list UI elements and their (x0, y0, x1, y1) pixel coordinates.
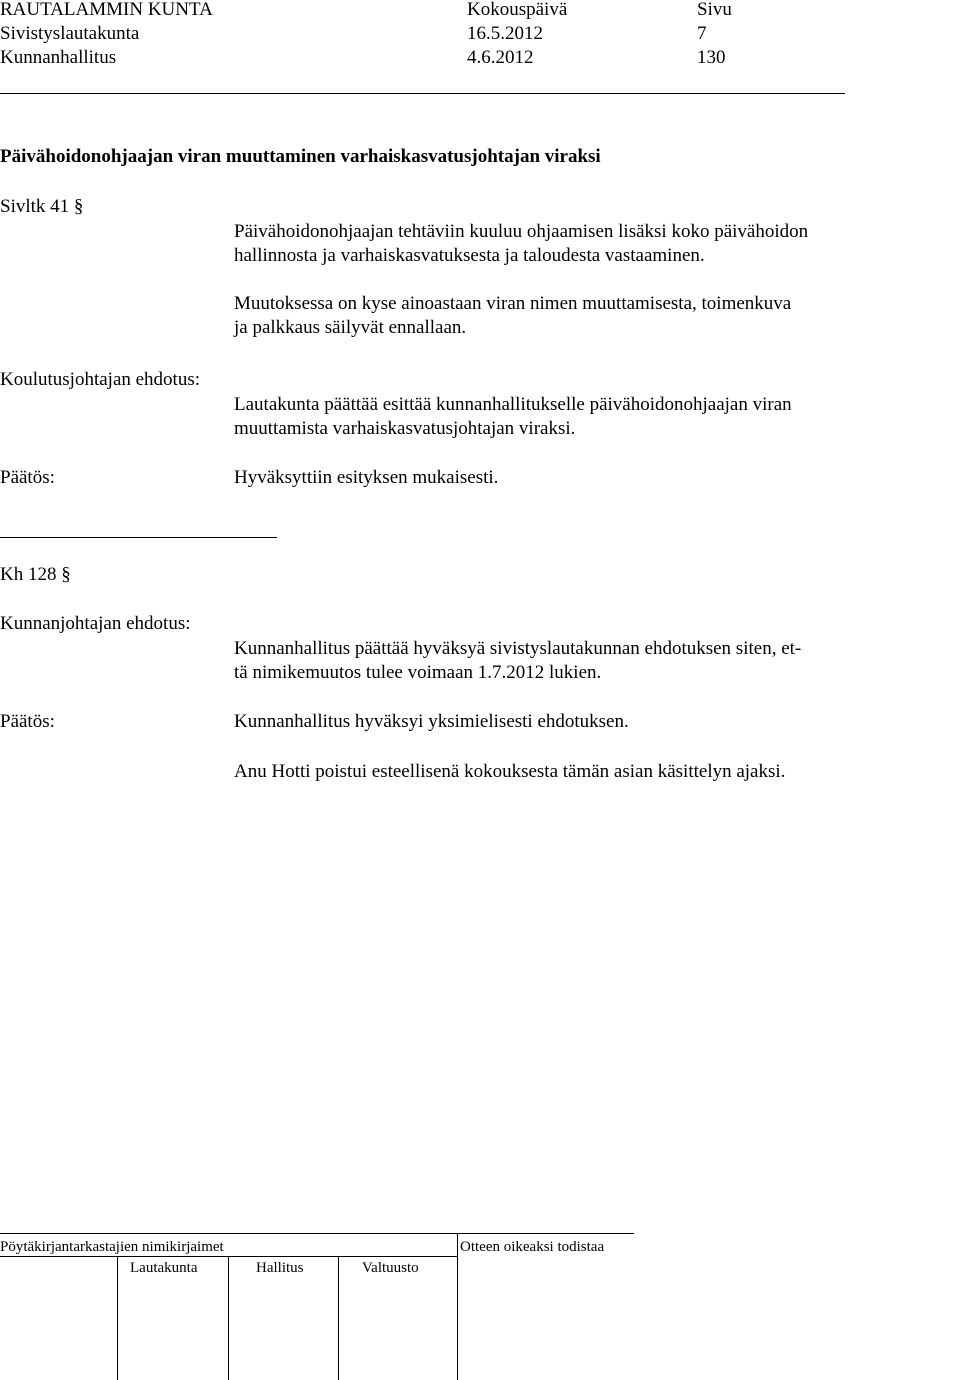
decision-text: Kunnanhallitus hyväksyi yksimielisesti ehdotuksen. (234, 711, 629, 732)
header-page-1: 7 (697, 23, 707, 44)
proposal-line: Kunnanhallitus päättää hyväksyä sivistyslautakunnan ehdotuksen siten, et- (234, 638, 802, 659)
paragraph-line: ja palkkaus säilyvät ennallaan. (234, 317, 467, 338)
decision-text: Hyväksyttiin esityksen mukaisesti. (234, 467, 499, 488)
section-divider (0, 537, 277, 538)
header-page-2: 130 (697, 47, 726, 68)
decision-label: Päätös: (0, 711, 55, 732)
header-body-1: Sivistyslautakunta (0, 23, 140, 44)
proposal-line: muuttamista varhaiskasvatusjohtajan viraksi. (234, 418, 576, 439)
signature-column-divider (338, 1256, 339, 1380)
certified-label: Otteen oikeaksi todistaa (460, 1239, 605, 1255)
section-ref-sivltk: Sivltk 41 § (0, 196, 84, 217)
header-date-1: 16.5.2012 (467, 23, 543, 44)
document-title: Päivähoidonohjaajan viran muuttaminen varhaiskasvatusjohtajan viraksi (0, 146, 601, 167)
paragraph-line: Päivähoidonohjaajan tehtäviin kuuluu ohjaamisen lisäksi koko päivähoidon (234, 221, 809, 242)
signature-column-valtuusto: Valtuusto (362, 1260, 419, 1276)
paragraph-line: hallinnosta ja varhaiskasvatuksesta ja taloudesta vastaaminen. (234, 245, 705, 266)
header-date-2: 4.6.2012 (467, 47, 534, 68)
footer-top-line (0, 1233, 634, 1234)
proposal-label: Koulutusjohtajan ehdotus: (0, 369, 201, 390)
page-label: Sivu (697, 0, 732, 20)
section-ref-kh: Kh 128 § (0, 564, 71, 585)
proposal-line: Lautakunta päättää esittää kunnanhallitukselle päivähoidonohjaajan viran (234, 394, 792, 415)
signatures-label: Pöytäkirjantarkastajien nimikirjaimet (0, 1239, 224, 1255)
header-body-2: Kunnanhallitus (0, 47, 117, 68)
paragraph-line: Muutoksessa on kyse ainoastaan viran nimen muuttamisesta, toimenkuva (234, 293, 792, 314)
proposal-label: Kunnanjohtajan ehdotus: (0, 613, 191, 634)
proposal-line: tä nimikemuutos tulee voimaan 1.7.2012 lukien. (234, 662, 602, 683)
signature-column-divider (457, 1233, 458, 1380)
meeting-date-label: Kokouspäivä (467, 0, 568, 20)
signature-column-lautakunta: Lautakunta (130, 1260, 198, 1276)
signature-column-divider (228, 1256, 229, 1380)
note-text: Anu Hotti poistui esteellisenä kokouksesta tämän asian käsittelyn ajaksi. (234, 761, 786, 782)
signature-column-hallitus: Hallitus (256, 1260, 304, 1276)
header-divider (0, 93, 845, 94)
signature-column-divider (117, 1256, 118, 1380)
decision-label: Päätös: (0, 467, 55, 488)
organization-name: RAUTALAMMIN KUNTA (0, 0, 213, 20)
